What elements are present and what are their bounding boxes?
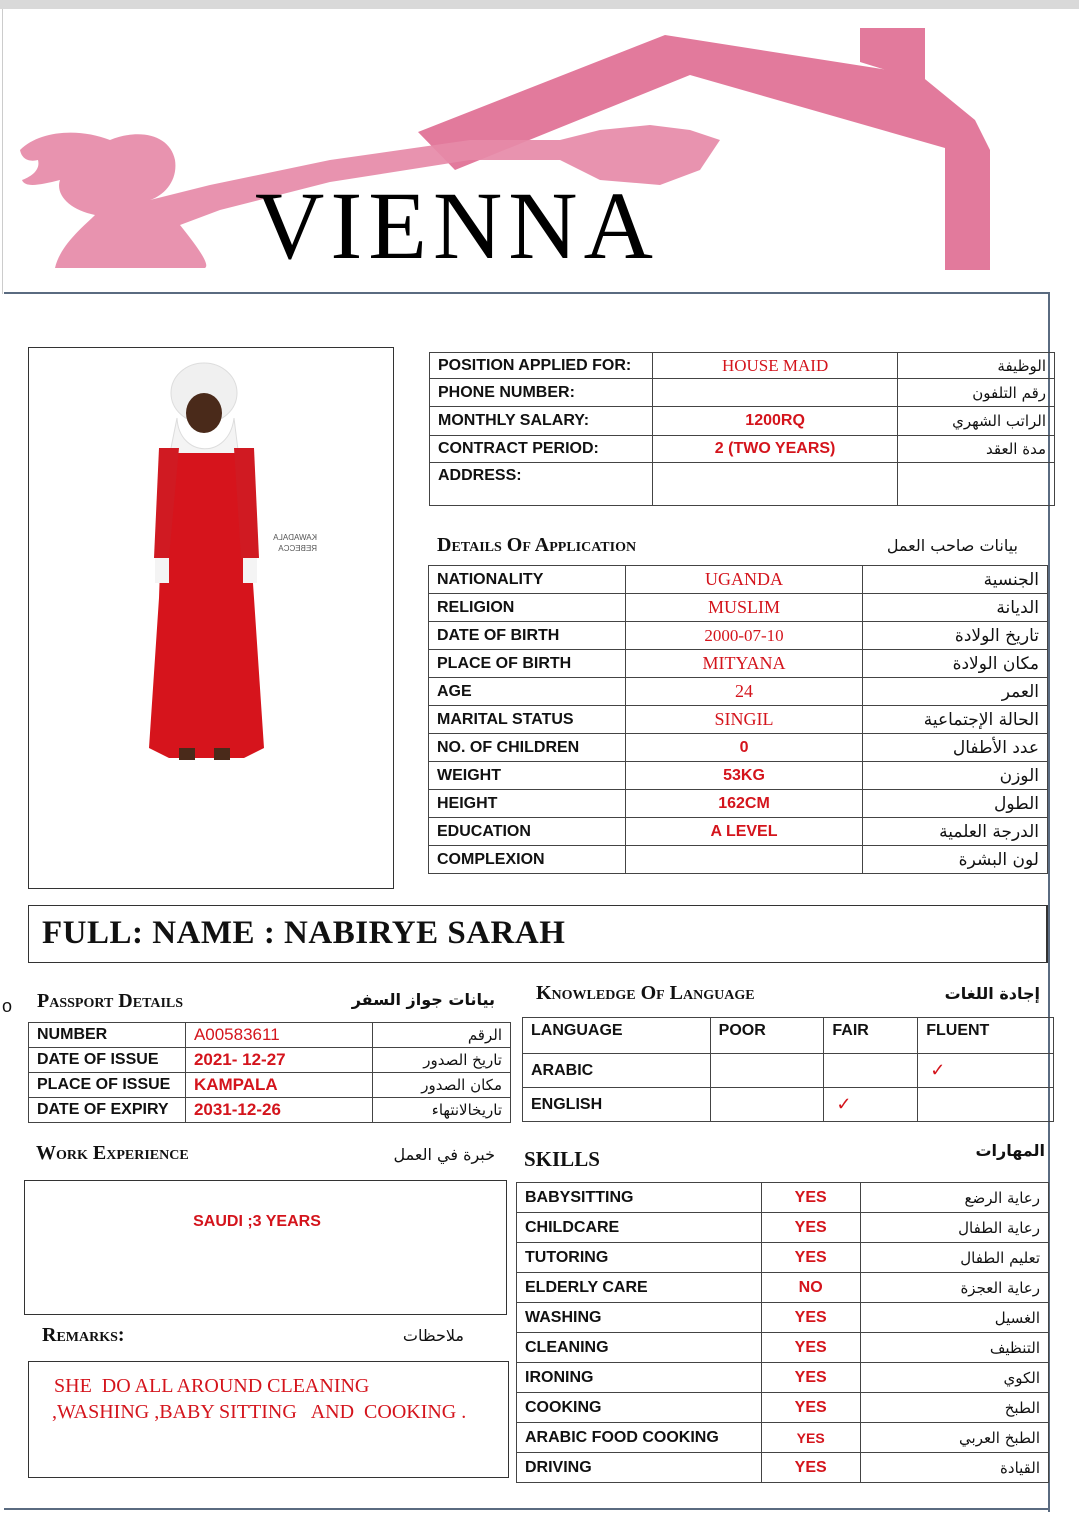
details-arabic: الوزن — [863, 762, 1048, 790]
skill-value: NO — [761, 1273, 860, 1303]
stray-mark: o — [2, 996, 13, 1016]
language-header-row — [523, 1018, 1054, 1054]
skills-title: SKILLS — [524, 1147, 600, 1171]
position-label: POSITION APPLIED FOR: — [430, 353, 653, 379]
skills-row — [517, 1423, 1049, 1453]
contract-value: 2 (TWO YEARS) — [652, 436, 897, 463]
skill-name: DRIVING — [517, 1453, 762, 1483]
details-label: DATE OF BIRTH — [429, 622, 626, 650]
details-arabic: عدد الأطفال — [863, 734, 1048, 762]
details-arabic: الجنسية — [863, 566, 1048, 594]
skills-row — [517, 1393, 1049, 1423]
skill-name: BABYSITTING — [517, 1183, 762, 1213]
passport-arabic: مكان الصدور — [373, 1073, 511, 1098]
skill-value: YES — [761, 1213, 860, 1243]
skill-arabic: التنظيف — [860, 1333, 1049, 1363]
skill-arabic: القيادة — [860, 1453, 1049, 1483]
language-fluent-check: ✓ — [918, 1054, 1054, 1088]
details-label: MARITAL STATUS — [429, 706, 626, 734]
details-table — [428, 565, 1048, 874]
skill-value: YES — [761, 1393, 860, 1423]
details-label: HEIGHT — [429, 790, 626, 818]
language-header: LANGUAGE — [523, 1018, 711, 1054]
details-arabic: تاريخ الولادة — [863, 622, 1048, 650]
details-label: PLACE OF BIRTH — [429, 650, 626, 678]
salary-row — [430, 407, 1055, 436]
passport-title: Passport Details — [37, 990, 184, 1012]
details-label: AGE — [429, 678, 626, 706]
work-title: Work Experience — [36, 1142, 189, 1164]
details-row — [429, 818, 1048, 846]
details-label: COMPLEXION — [429, 846, 626, 874]
skills-row — [517, 1183, 1049, 1213]
skills-row — [517, 1273, 1049, 1303]
skill-name: IRONING — [517, 1363, 762, 1393]
passport-row — [29, 1073, 511, 1098]
skills-table — [516, 1182, 1049, 1483]
frame-top-line — [4, 292, 1050, 294]
details-label: WEIGHT — [429, 762, 626, 790]
skill-arabic: الكوي — [860, 1363, 1049, 1393]
passport-row — [29, 1048, 511, 1073]
details-row — [429, 790, 1048, 818]
details-title: Details Of Application — [437, 534, 637, 556]
phone-label: PHONE NUMBER: — [430, 379, 653, 407]
skill-arabic: الطبخ العربي — [860, 1423, 1049, 1453]
candidate-photo-box — [28, 347, 394, 889]
details-label: EDUCATION — [429, 818, 626, 846]
remarks-title: Remarks: — [42, 1324, 125, 1346]
details-value: 53KG — [625, 762, 862, 790]
details-arabic: الطول — [863, 790, 1048, 818]
language-fair-check — [824, 1054, 918, 1088]
details-value: 24 — [625, 678, 862, 706]
candidate-photo — [29, 348, 395, 890]
skill-name: TUTORING — [517, 1243, 762, 1273]
skill-value: YES — [761, 1363, 860, 1393]
passport-label: DATE OF ISSUE — [29, 1048, 186, 1073]
language-name: ENGLISH — [523, 1088, 711, 1122]
details-arabic: الدرجة العلمية — [863, 818, 1048, 846]
remarks-line1: SHE DO ALL AROUND CLEANING — [54, 1375, 370, 1397]
skill-arabic: الغسيل — [860, 1303, 1049, 1333]
language-row — [523, 1054, 1054, 1088]
frame-bottom-line — [4, 1508, 1050, 1510]
skills-row — [517, 1453, 1049, 1483]
details-value: 162CM — [625, 790, 862, 818]
passport-label: PLACE OF ISSUE — [29, 1073, 186, 1098]
skill-arabic: الطبخ — [860, 1393, 1049, 1423]
language-fair-check: ✓ — [824, 1088, 918, 1122]
details-row — [429, 594, 1048, 622]
language-header: POOR — [710, 1018, 824, 1054]
address-value — [652, 463, 897, 506]
passport-value: KAMPALA — [185, 1073, 372, 1098]
language-header: FLUENT — [918, 1018, 1054, 1054]
skill-arabic: رعاية الطفال — [860, 1213, 1049, 1243]
passport-row — [29, 1023, 511, 1048]
details-value: 0 — [625, 734, 862, 762]
details-label: NATIONALITY — [429, 566, 626, 594]
position-arabic: الوظيفة — [898, 353, 1055, 379]
phone-arabic: رقم التلفون — [898, 379, 1055, 407]
position-table — [429, 352, 1055, 506]
skills-row — [517, 1243, 1049, 1273]
skills-row — [517, 1333, 1049, 1363]
work-text: SAUDI ;3 YEARS — [193, 1213, 321, 1230]
details-arabic: الديانة — [863, 594, 1048, 622]
details-row — [429, 846, 1048, 874]
passport-label: DATE OF EXPIRY — [29, 1098, 186, 1123]
skills-row — [517, 1213, 1049, 1243]
passport-table — [28, 1022, 511, 1123]
skill-name: COOKING — [517, 1393, 762, 1423]
passport-label: NUMBER — [29, 1023, 186, 1048]
passport-value: 2031-12-26 — [185, 1098, 372, 1123]
details-row — [429, 622, 1048, 650]
details-value — [625, 846, 862, 874]
position-row — [430, 353, 1055, 379]
details-label: NO. OF CHILDREN — [429, 734, 626, 762]
skill-value: YES — [761, 1303, 860, 1333]
address-arabic — [898, 463, 1055, 506]
details-arabic: الحالة الإجتماعية — [863, 706, 1048, 734]
details-row — [429, 706, 1048, 734]
details-row — [429, 678, 1048, 706]
skill-value: YES — [761, 1243, 860, 1273]
phone-row — [430, 379, 1055, 407]
details-value: SINGIL — [625, 706, 862, 734]
skills-title-arabic: المهارات — [975, 1141, 1045, 1160]
language-row — [523, 1088, 1054, 1122]
language-title-arabic: إجادة اللغات — [944, 984, 1040, 1003]
details-value: MUSLIM — [625, 594, 862, 622]
language-poor-check — [710, 1088, 824, 1122]
details-row — [429, 650, 1048, 678]
salary-value: 1200RQ — [652, 407, 897, 436]
passport-value: 2021- 12-27 — [185, 1048, 372, 1073]
phone-value — [652, 379, 897, 407]
contract-arabic: مدة العقد — [898, 436, 1055, 463]
passport-arabic: تاريخالانتهاء — [373, 1098, 511, 1123]
skill-arabic: رعاية العجزة — [860, 1273, 1049, 1303]
position-value: HOUSE MAID — [652, 353, 897, 379]
logo-text: VIENNA — [255, 172, 659, 279]
top-border — [0, 0, 1079, 9]
passport-row — [29, 1098, 511, 1123]
details-label: RELIGION — [429, 594, 626, 622]
passport-value: A00583611 — [185, 1023, 372, 1048]
skill-arabic: رعاية الرضع — [860, 1183, 1049, 1213]
details-arabic: لون البشرة — [863, 846, 1048, 874]
language-name: ARABIC — [523, 1054, 711, 1088]
skill-name: CLEANING — [517, 1333, 762, 1363]
photo-badge-line2: REBECCA — [278, 544, 317, 553]
details-value: UGANDA — [625, 566, 862, 594]
details-value: MITYANA — [625, 650, 862, 678]
salary-arabic: الراتب الشهري — [898, 407, 1055, 436]
language-poor-check — [710, 1054, 824, 1088]
skills-row — [517, 1303, 1049, 1333]
details-row — [429, 566, 1048, 594]
photo-badge-line1: KAWADALA — [273, 533, 317, 542]
remarks-title-arabic: ملاحظات — [402, 1326, 464, 1345]
skill-value: YES — [761, 1453, 860, 1483]
skill-name: CHILDCARE — [517, 1213, 762, 1243]
skill-arabic: تعليم الطفال — [860, 1243, 1049, 1273]
details-value: A LEVEL — [625, 818, 862, 846]
skill-name: WASHING — [517, 1303, 762, 1333]
details-row — [429, 762, 1048, 790]
work-title-arabic: خبرة في العمل — [393, 1145, 495, 1164]
passport-title-arabic: بيانات جواز السفر — [351, 990, 495, 1009]
skill-name: ELDERLY CARE — [517, 1273, 762, 1303]
details-title-arabic: بيانات صاحب العمل — [886, 536, 1018, 555]
language-title: Knowledge Of Language — [536, 982, 755, 1004]
passport-arabic: الرقم — [373, 1023, 511, 1048]
contract-row — [430, 436, 1055, 463]
skill-value: YES — [761, 1423, 860, 1453]
details-row — [429, 734, 1048, 762]
details-arabic: مكان الولادة — [863, 650, 1048, 678]
details-value: 2000-07-10 — [625, 622, 862, 650]
contract-label: CONTRACT PERIOD: — [430, 436, 653, 463]
skill-name: ARABIC FOOD COOKING — [517, 1423, 762, 1453]
address-label: ADDRESS: — [430, 463, 653, 506]
work-box — [24, 1180, 507, 1315]
full-name: FULL: NAME : NABIRYE SARAH — [42, 915, 566, 951]
remarks-line2: ,WASHING ,BABY SITTING AND COOKING . — [52, 1401, 467, 1423]
address-row — [430, 463, 1055, 506]
vienna-logo — [0, 10, 1079, 290]
passport-arabic: تاريخ الصدور — [373, 1048, 511, 1073]
language-table — [522, 1017, 1054, 1122]
skill-value: YES — [761, 1183, 860, 1213]
salary-label: MONTHLY SALARY: — [430, 407, 653, 436]
skills-row — [517, 1363, 1049, 1393]
skill-value: YES — [761, 1333, 860, 1363]
details-arabic: العمر — [863, 678, 1048, 706]
language-header: FAIR — [824, 1018, 918, 1054]
language-fluent-check — [918, 1088, 1054, 1122]
